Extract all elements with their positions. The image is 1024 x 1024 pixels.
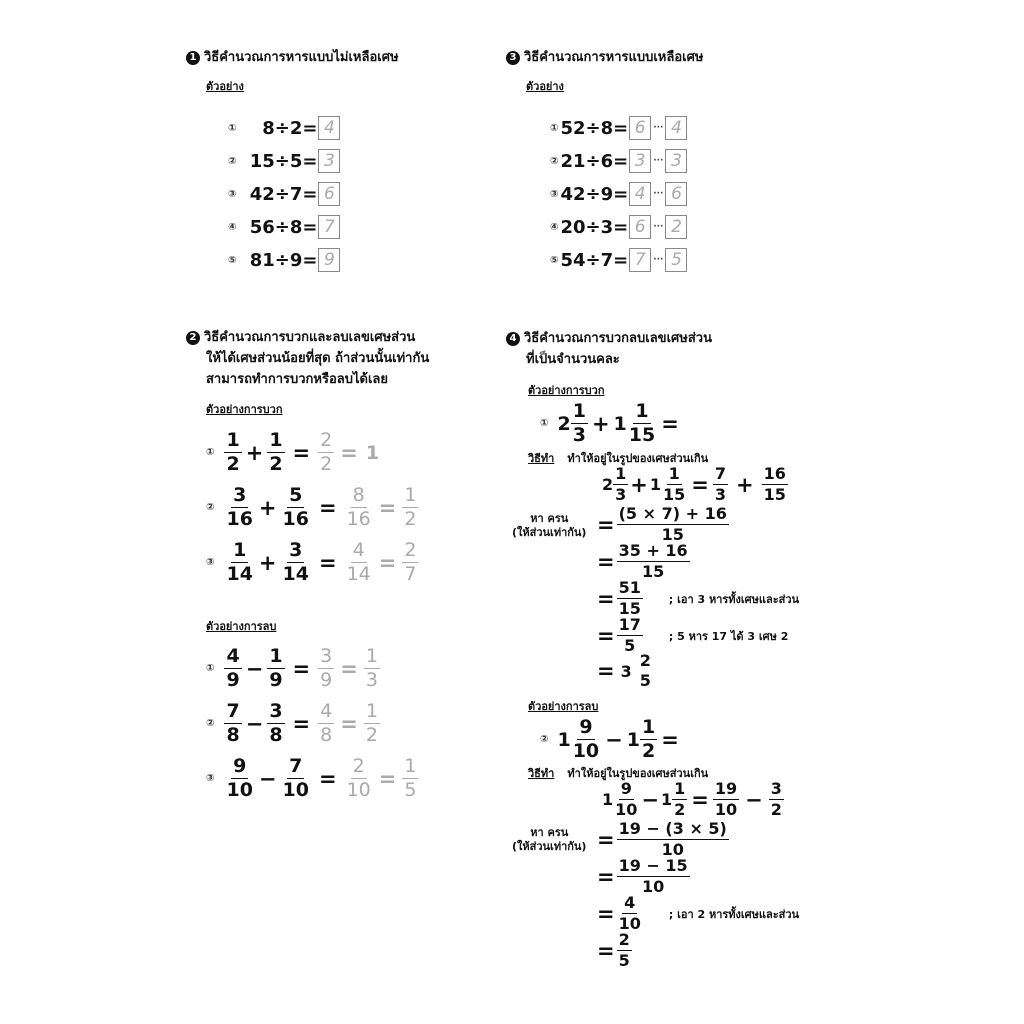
s4-add-question [540, 402, 683, 445]
remainder-box: 5 [665, 248, 687, 272]
item-number: ⑤ [228, 254, 237, 266]
section-2-number: 2 [186, 331, 200, 345]
item-number: ④ [228, 221, 237, 233]
item-number: ③ [228, 188, 237, 200]
s4-sub-lcm-note: หา ครน (ให้ส่วนเท่ากัน) [512, 826, 587, 853]
item-number: ② [228, 155, 237, 167]
equals-sign: = [378, 766, 397, 791]
operator-sign: − [245, 656, 264, 681]
remainder-box: 3 [665, 149, 687, 173]
s4-sub-question: ② 1 $\frac{9}{10}$ − 1 $\frac{1}{2}$ = [540, 716, 679, 762]
fraction: $\frac{4}{8}$ [320, 700, 333, 746]
s4-add-step1: 2 $\frac{1}{3}$ + 1 $\frac{1}{15}$ = $\frac{7}{3}$ + $\frac{16}{15}$ [602, 464, 786, 504]
equals-sign: = [378, 550, 397, 575]
division-remainder-row [550, 149, 688, 173]
fraction: $\frac{9}{10}$ [226, 755, 253, 801]
section-2-title-line2: ให้ได้เศษส่วนน้อยที่สุด ถ้าส่วนนั้นเท่ากัน [206, 351, 430, 366]
section-2-title-line3: สามารถทำการบวกหรือลบได้เลย [206, 372, 388, 387]
answer-box: 3 [318, 149, 340, 173]
division-expression: 81÷9= [249, 249, 318, 271]
section-1-number: 1 [186, 51, 200, 65]
fraction: $\frac{1}{9}$ [269, 645, 283, 691]
remainder-box: 6 [665, 182, 687, 206]
item-number: ④ [550, 221, 559, 233]
division-expression: 8÷2= [262, 117, 318, 139]
fraction-equation-row [206, 757, 418, 800]
s4-sub-step4: = $\frac{4}{10}$ ; เอา 2 หารทั้งเศษและส่วน [597, 893, 800, 933]
answer-box: 4 [318, 116, 340, 140]
section-1-title: 1 วิธีคำนวณการหารแบบไม่เหลือเศษ [186, 47, 399, 68]
fraction: $\frac{3}{8}$ [269, 700, 283, 746]
fraction: $\frac{1}{2}$ [404, 484, 417, 530]
fraction: $\frac{1}{14}$ [226, 539, 253, 585]
remainder-dots: ··· [653, 222, 664, 232]
section-2-add-label: ตัวอย่างการบวก [206, 403, 283, 416]
s4-add-lcm-note: หา ครน (ให้ส่วนเท่ากัน) [512, 512, 587, 539]
remainder-dots: ··· [653, 156, 664, 166]
whole-number: 2 [557, 412, 571, 435]
equals-sign: = [292, 656, 311, 681]
item-number: ② [540, 734, 549, 745]
s4-add-step3: = $\frac{35 + 16}{15}$ [597, 541, 688, 581]
section-2-title: 2 วิธีคำนวณการบวกและลบเลขเศษส่วน [186, 327, 415, 348]
fraction: $\frac{4}{9}$ [226, 645, 240, 691]
section-4-sub-label: ตัวอย่างการลบ [528, 700, 599, 713]
equals-sign: = [292, 440, 311, 465]
division-expression: 42÷7= [249, 183, 318, 205]
fraction: $\frac{7}{8}$ [226, 700, 240, 746]
equals-sign: = [318, 550, 337, 575]
quotient-box: 4 [629, 182, 651, 206]
s4-sub-method: วิธีทำ ทำให้อยู่ในรูปของเศษส่วนเกิน [528, 767, 709, 780]
fraction: $\frac{1}{2}$ [269, 429, 283, 475]
answer-box: 7 [318, 215, 340, 239]
answer-value: 1 [365, 441, 380, 464]
whole-number: 1 [613, 412, 627, 435]
section-1-example-label: ตัวอย่าง [206, 80, 244, 93]
s4-add-result: = 3 2 5 [597, 651, 651, 690]
fraction: $\frac{2}{2}$ [320, 429, 333, 475]
item-number: ③ [550, 188, 559, 200]
division-remainder-row [550, 215, 688, 239]
fraction: $\frac{3}{14}$ [282, 539, 309, 585]
item-number: ① [228, 122, 237, 134]
operator-sign: − [245, 711, 264, 736]
fraction: $\frac{1}{15}$ [628, 400, 656, 446]
fraction: $\frac{4}{14}$ [346, 539, 371, 585]
division-remainder-row [550, 182, 688, 206]
division-row [228, 215, 341, 239]
quotient-box: 7 [629, 248, 651, 272]
equals-sign: = [318, 766, 337, 791]
s4-sub-step1: 1 $\frac{9}{10}$ − 1 $\frac{1}{2}$ = $\frac{19}{10}$ − $\frac{3}{2}$ [602, 779, 782, 819]
item-number: ⑤ [550, 254, 559, 266]
remainder-box: 4 [665, 116, 687, 140]
remainder-box: 2 [665, 215, 687, 239]
s4-add-step4: = $\frac{51}{15}$ ; เอา 3 หารทั้งเศษและส่วน [597, 578, 800, 618]
fraction: $\frac{5}{16}$ [282, 484, 309, 530]
equals-sign: = [292, 711, 311, 736]
section-4-add-label: ตัวอย่างการบวก [528, 384, 605, 397]
operator-sign: − [258, 766, 277, 791]
division-remainder-row [550, 116, 688, 140]
division-row [228, 182, 341, 206]
operator-sign: + [258, 495, 277, 520]
s4-sub-result: = $\frac{2}{5}$ [597, 930, 630, 970]
section-2-sub-label: ตัวอย่างการลบ [206, 620, 277, 633]
division-expression: 54÷7= [560, 249, 629, 271]
division-expression: 42÷9= [560, 183, 629, 205]
remainder-dots: ··· [653, 189, 664, 199]
item-number: ③ [206, 773, 215, 784]
s4-sub-step2: = $\frac{19 - (3 \times 5)}{10}$ [597, 819, 727, 859]
fraction: $\frac{3}{16}$ [226, 484, 253, 530]
fraction: $\frac{1}{2}$ [226, 429, 240, 475]
answer-box: 9 [318, 248, 340, 272]
section-4-number: 4 [506, 332, 520, 346]
quotient-box: 3 [629, 149, 651, 173]
item-number: ① [540, 418, 549, 429]
section-3-example-label: ตัวอย่าง [526, 80, 564, 93]
s4-add-method: วิธีทำ ทำให้อยู่ในรูปของเศษส่วนเกิน [528, 452, 709, 465]
equals-sign: = [378, 495, 397, 520]
remainder-dots: ··· [653, 255, 664, 265]
equals-sign: = [340, 711, 358, 736]
division-expression: 15÷5= [249, 150, 318, 172]
equals-sign: = [340, 656, 358, 681]
fraction: $\frac{8}{16}$ [346, 484, 371, 530]
item-number: ② [206, 718, 215, 729]
equals-sign: = [340, 440, 358, 465]
remainder-dots: ··· [653, 123, 664, 133]
fraction-equation-row [206, 431, 383, 474]
operator-sign: + [258, 550, 277, 575]
answer-box: 6 [318, 182, 340, 206]
fraction: $\frac{1}{3}$ [572, 400, 586, 446]
section-3-number: 3 [506, 51, 520, 65]
section-4-title: 4 วิธีคำนวณการบวกลบเลขเศษส่วน [506, 328, 712, 349]
division-row [228, 149, 341, 173]
division-row [228, 248, 341, 272]
fraction: $\frac{1}{2}$ [365, 700, 378, 746]
fraction: $\frac{3}{9}$ [320, 645, 333, 691]
s4-sub-step3: = $\frac{19 - 15}{10}$ [597, 856, 688, 896]
equals-sign: = [661, 411, 679, 436]
equals-sign: = [318, 495, 337, 520]
fraction-equation-row [206, 647, 380, 690]
fraction-equation-row [206, 486, 418, 529]
item-number: ② [206, 502, 215, 513]
fraction: $\frac{1}{3}$ [365, 645, 378, 691]
quotient-box: 6 [629, 215, 651, 239]
division-expression: 52÷8= [560, 117, 629, 139]
fraction: $\frac{1}{5}$ [404, 755, 417, 801]
item-number: ② [550, 155, 559, 167]
fraction: $\frac{7}{10}$ [282, 755, 309, 801]
division-expression: 56÷8= [249, 216, 318, 238]
s4-add-step5: = $\frac{17}{5}$ ; 5 หาร 17 ได้ 3 เศษ 2 [597, 615, 789, 655]
item-number: ③ [206, 557, 215, 568]
item-number: ① [206, 447, 215, 458]
item-number: ① [206, 663, 215, 674]
division-expression: 21÷6= [560, 150, 629, 172]
fraction-equation-row [206, 541, 418, 584]
division-row [228, 116, 341, 140]
section-4-title-line2: ที่เป็นจำนวนคละ [526, 352, 620, 367]
operator-sign: + [245, 440, 264, 465]
s4-add-step2: = $\frac{(5 \times 7) + 16}{15}$ [597, 504, 727, 544]
section-3-title: 3 วิธีคำนวณการหารแบบเหลือเศษ [506, 47, 703, 68]
division-expression: 20÷3= [560, 216, 629, 238]
fraction: $\frac{2}{10}$ [346, 755, 371, 801]
quotient-box: 6 [629, 116, 651, 140]
item-number: ① [550, 122, 559, 134]
plus-sign: + [591, 411, 610, 436]
division-remainder-row [550, 248, 688, 272]
fraction: $\frac{2}{7}$ [404, 539, 417, 585]
fraction-equation-row [206, 702, 380, 745]
